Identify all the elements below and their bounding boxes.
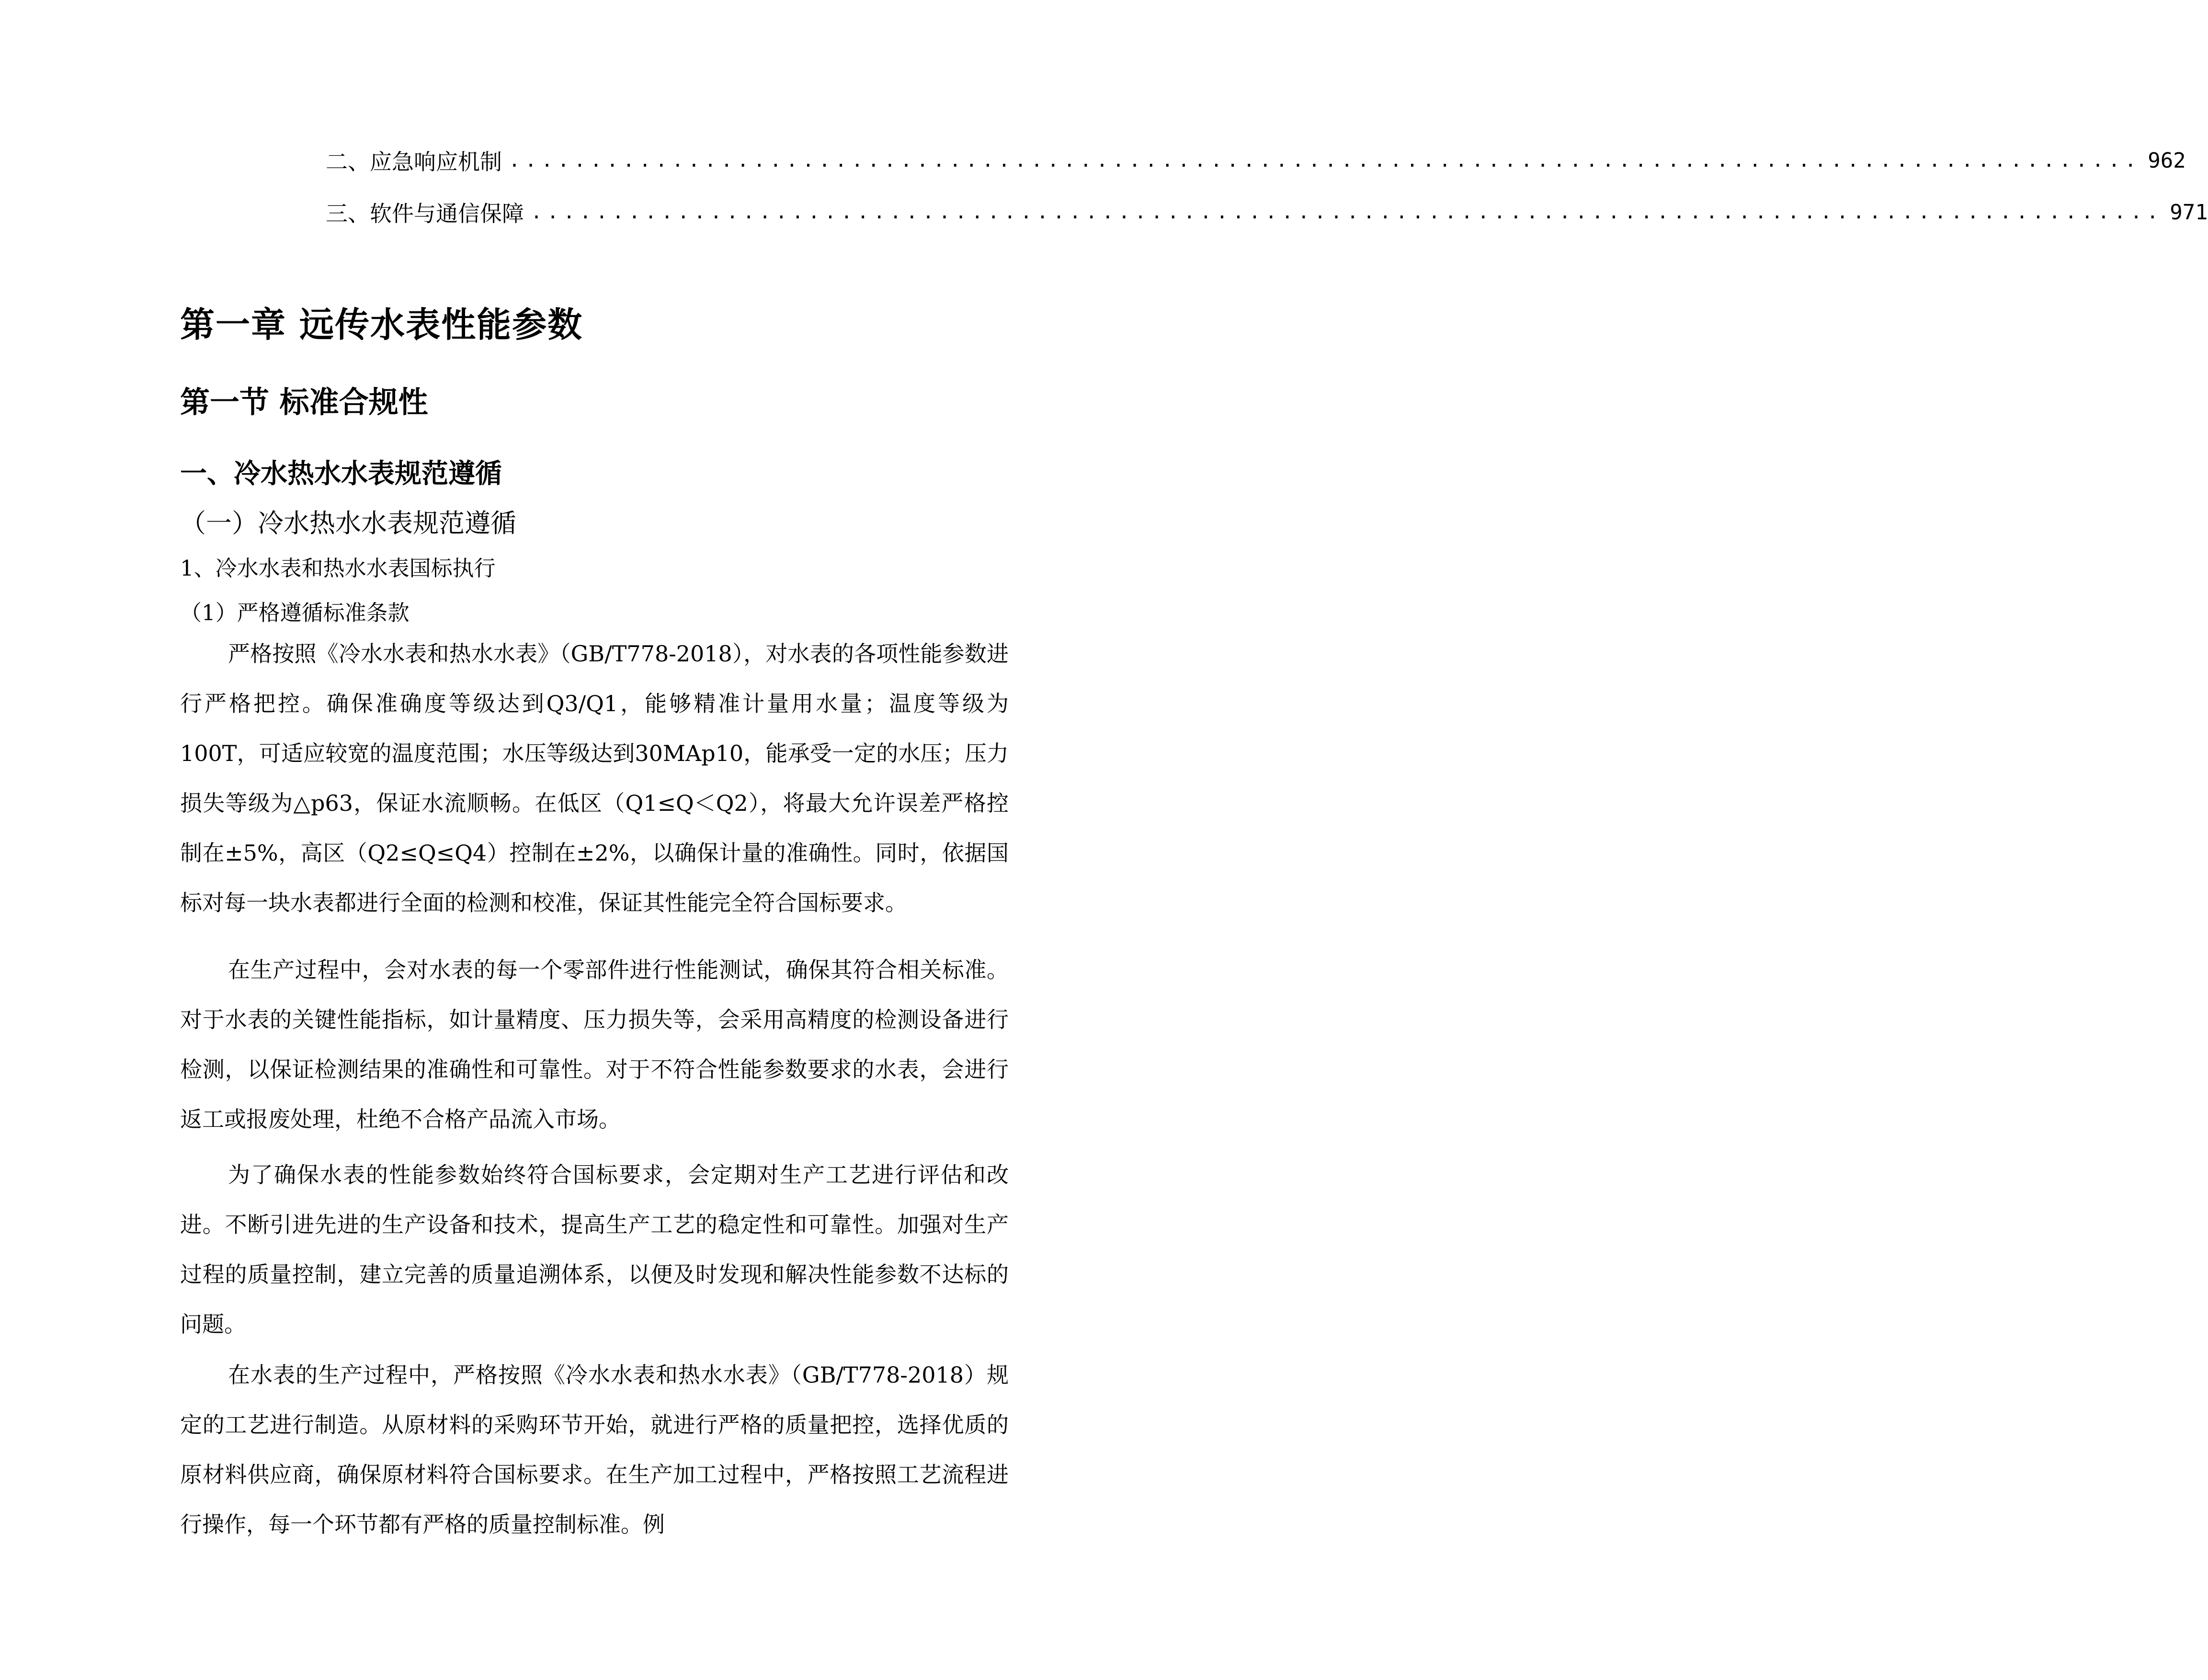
- chapter-heading: 第一章 远传水表性能参数: [180, 305, 583, 345]
- toc-entry-number: 二、: [326, 149, 370, 175]
- subsection-heading: 一、冷水热水水表规范遵循: [180, 458, 502, 489]
- sub-subsection-heading: （一）冷水热水水表规范遵循: [180, 508, 516, 538]
- toc-entry-emergency-response[interactable]: [326, 141, 2186, 180]
- toc-entry-software-communication[interactable]: [326, 193, 2208, 231]
- section-heading: 第一节 标准合规性: [180, 385, 428, 420]
- toc-entry-page: 962: [2148, 148, 2186, 173]
- item-heading: 1、冷水水表和热水水表国标执行: [180, 556, 496, 581]
- toc-entry-title: 应急响应机制: [370, 149, 502, 175]
- toc-leader-dots: ....................................................................................................: [509, 149, 2141, 171]
- toc-entry-number: 三、: [326, 201, 370, 227]
- toc-entry-title: 软件与通信保障: [370, 201, 524, 227]
- toc-entry-page: 971: [2170, 200, 2208, 225]
- sub-item-heading: （1）严格遵循标准条款: [180, 600, 410, 625]
- body-paragraph: 在水表的生产过程中，严格按照《冷水水表和热水水表》（GB/T778-2018）规定的工艺进行制造。从原材料的采购环节开始，就进行严格的质量把控，选择优质的原材料供应商，确保原材料符合国标要求。在生产加工过程中，严格按照工艺流程进行操作，每一个环节都有严格的质量控制标准。例: [180, 1362, 1009, 1537]
- body-paragraph: 在生产过程中，会对水表的每一个零部件进行性能测试，确保其符合相关标准。对于水表的关键性能指标，如计量精度、压力损失等，会采用高精度的检测设备进行检测，以保证检测结果的准确性和可靠性。对于不符合性能参数要求的水表，会进行返工或报废处理，杜绝不合格产品流入市场。: [180, 957, 1009, 1132]
- toc-leader-dots: ....................................................................................................: [531, 201, 2163, 223]
- body-paragraph: 为了确保水表的性能参数始终符合国标要求，会定期对生产工艺进行评估和改进。不断引进先进的生产设备和技术，提高生产工艺的稳定性和可靠性。加强对生产过程的质量控制，建立完善的质量追溯体系，以便及时发现和解决性能参数不达标的问题。: [180, 1162, 1009, 1337]
- body-paragraph: 严格按照《冷水水表和热水水表》（GB/T778-2018），对水表的各项性能参数进行严格把控。确保准确度等级达到Q3/Q1，能够精准计量用水量；温度等级为100T，可适应较宽的温度范围；水压等级达到30MAp10，能承受一定的水压；压力损失等级为△p63，保证水流顺畅。在低区（Q1≤Q＜Q2），将最大允许误差严格控制在±5%，高区（Q2≤Q≤Q4）控制在±2%，以确保计量的准确性。同时，依据国标对每一块水表都进行全面的检测和校准，保证其性能完全符合国标要求。: [180, 641, 1009, 916]
